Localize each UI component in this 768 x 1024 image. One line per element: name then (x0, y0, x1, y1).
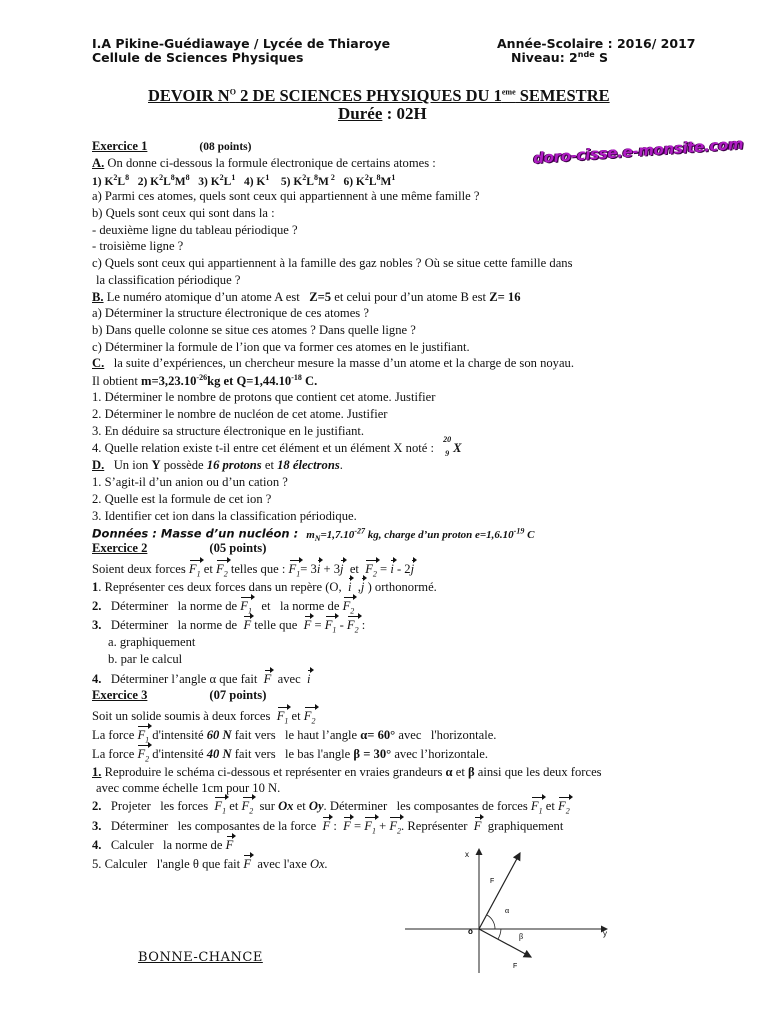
alpha-arc (487, 915, 495, 929)
ex1-B: B. Le numéro atomique d’un atome A est Z=5 et celui pour d’un atome B est Z= 16 (92, 290, 521, 304)
ex1-formulas: 1) $K^2L^8$ 2) $K^2L^8M^8$ 3) $K^2L^1$ 4) $K^1$ 5) $K^2L^8M$ $^2$ 6) $K^2L^8M^1$ (92, 173, 396, 188)
beta-label: β (519, 932, 524, 941)
ex1-Bc: c) Déterminer la formule de l’ion que va former ces atomes en le justifiant. (92, 340, 470, 354)
ex2-l7: 4. Déterminer l’angle α que fait F avec i (92, 672, 311, 686)
origin-label: o (468, 927, 473, 936)
department-name: Cellule de Sciences Physiques (92, 50, 304, 65)
axis-y-label: y (603, 929, 607, 938)
ex2-heading: Exercice 2 (05 points) (92, 541, 267, 555)
f2-label: F (513, 963, 518, 970)
ex3-l8: 4. Calculer la norme de F (92, 838, 234, 852)
ex1-c2: la classification périodique ? (96, 273, 241, 287)
footer-good-luck: BONNE-CHANCE (138, 950, 263, 965)
ex1-C: C. la suite d’expériences, un chercheur mesure la masse d’un atome et la charge de son noyau. (92, 356, 575, 370)
ex2-l4: 3. Déterminer la norme de F telle que $F = F_1 - F_2$ : (92, 618, 366, 635)
ex1-Ba: a) Déterminer la structure électronique de ces atomes ? (92, 306, 369, 320)
ex1-C2q: 2. Déterminer le nombre de nucléon de cet atome. Justifier (92, 407, 388, 421)
level: Niveau: 2nde S (511, 50, 608, 66)
ex3-l4: 1. Reproduire le schéma ci-dessous et représenter en vraies grandeurs α et β ainsi que les deux forces (92, 765, 602, 779)
ex1-b1: - deuxième ligne du tableau périodique ? (92, 223, 298, 237)
force-f2-arrow (479, 929, 531, 957)
ex1-b2: - troisième ligne ? (92, 239, 184, 253)
f1-label: F (490, 878, 495, 885)
alpha-label: α (505, 906, 510, 915)
ex1-b: b) Quels sont ceux qui sont dans la : (92, 206, 275, 220)
force-f1-arrow (479, 853, 520, 929)
ex1-D2: 2. Quelle est la formule de cet ion ? (92, 492, 272, 506)
ex1-C3q: 3. En déduire sa structure électronique en le justifiant. (92, 424, 365, 438)
page-title: DEVOIR $N^O$ 2 DE SCIENCES PHYSIQUES DU 1eme SEMESTRE (148, 86, 610, 105)
ex1-A: A. On donne ci-dessous la formule électronique de certains atomes : (92, 156, 436, 170)
ex3-l3: La force $F_2$ d'intensité 40 N fait vers le bas l'angle β = 30° avec l’horizontale. (92, 747, 489, 764)
ex3-l2: La force $F_1$ d'intensité 60 N fait vers le haut l’angle α= 60° avec l'horizontale. (92, 728, 497, 745)
ex3-l7: 3. Déterminer les composantes de la force F : $F = F_1 + F_2$. Représenter F graphiquement (92, 819, 564, 836)
ex2-l3: 2. Déterminer la norme de $F_1$ et la norme de $F_2$ (92, 599, 355, 616)
ex3-l5: avec comme échelle 1cm pour 10 N. (96, 781, 281, 795)
beta-arc (498, 929, 501, 939)
ex1-C1q: 1. Déterminer le nombre de protons que contient cet atome. Justifier (92, 390, 436, 404)
ex1-heading: Exercice 1 (08 points) (92, 139, 252, 153)
ex3-l9: 5. Calculer l'angle θ que fait F avec l'axe Ox. (92, 857, 328, 871)
ex2-l6: b. par le calcul (108, 652, 183, 666)
ex1-D: D. Un ion Y possède 16 protons et 18 électrons. (92, 458, 343, 472)
ex2-l5: a. graphiquement (108, 635, 196, 649)
school-year: Année-Scolaire : 2016/ 2017 (497, 36, 696, 51)
ex2-l1: Soient deux forces $F_1$ et $F_2$ telles que : $F_1= 3i + 3j$ et $F_2 = i - 2j$ (92, 562, 415, 579)
ex1-C2: Il obtient $m=3,23.10^{-26}kg$ et $Q=1,44.10^{-18}$ C. (92, 373, 318, 389)
ex1-Bb: b) Dans quelle colonne se situe ces atomes ? Dans quelle ligne ? (92, 323, 416, 337)
ex3-l6: 2. Projeter les forces $F_1$ et $F_2$ sur Ox et Oy. Déterminer les composantes de forces $F_1$ et $F_2$ (92, 799, 570, 816)
axis-x-label: x (465, 850, 469, 859)
force-diagram (395, 843, 620, 975)
ex2-l2: 1. Représenter ces deux forces dans un repère (O, i ,j ) orthonormé. (92, 580, 437, 594)
watermark-logo: doro-cisse.e-monsite.com (532, 134, 744, 168)
ex3-l1: Soit un solide soumis à deux forces $F_1$ et $F_2$ (92, 709, 316, 726)
school-name: I.A Pikine-Guédiawaye / Lycée de Thiaroye (92, 36, 391, 51)
ex3-heading: Exercice 3 (07 points) (92, 688, 267, 702)
ex1-a: a) Parmi ces atomes, quels sont ceux qui appartiennent à une même famille ? (92, 189, 480, 203)
ex1-c: c) Quels sont ceux qui appartiennent à la famille des gaz nobles ? Où se situe cette famille dans (92, 256, 573, 270)
ex1-D3: 3. Identifier cet ion dans la classification périodique. (92, 509, 357, 523)
duration: Durée : 02H (338, 104, 427, 123)
ex1-donnees: Données : Masse d’un nucléon : $m_N=1,7.10^{-27}$ kg, charge d’un proton $e=1,6.10^{-19}$ C (92, 526, 535, 543)
ex1-C4q: 4. Quelle relation existe t-il entre cet élément et un élément X noté : 20 9 X (92, 435, 462, 458)
ex1-D1: 1. S’agit-il d’un anion ou d’un cation ? (92, 475, 288, 489)
